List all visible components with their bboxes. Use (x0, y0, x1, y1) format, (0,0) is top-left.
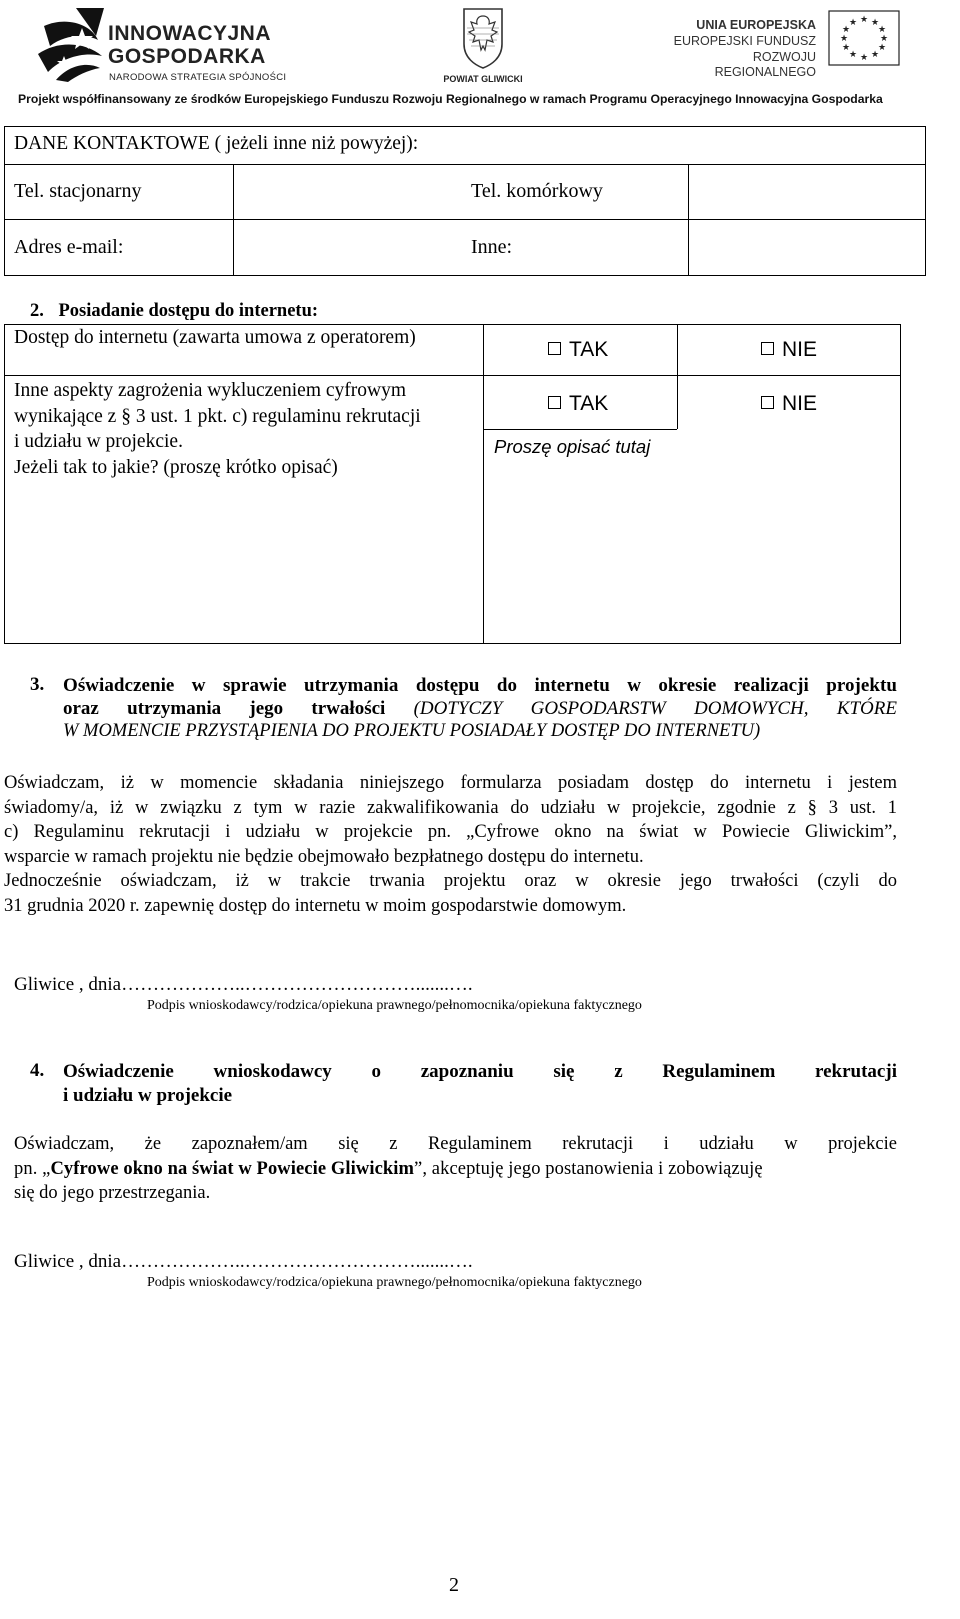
section-3-title (63, 674, 897, 743)
svg-text:★: ★ (879, 33, 889, 43)
section-4-project-name: Cyfrowe okno na świat w Powiecie Gliwickim (50, 1158, 415, 1179)
section-4-body-word: udziału (699, 1134, 754, 1154)
eu-title-line2: EUROPEJSKI FUNDUSZ (673, 34, 816, 48)
section-3-title-line-3: W MOMENCIE PRZYSTĄPIENIA DO PROJEKTU POSIADAŁY DOSTĘP DO INTERNETU) (63, 721, 761, 741)
section-4-title-word: Oświadczenie (63, 1061, 174, 1082)
other-label: Inne: (471, 236, 513, 258)
section-4-title-line-1 (63, 1060, 897, 1084)
eu-logo (650, 14, 920, 80)
logo-swirl-icon (36, 6, 114, 84)
logo-subtitle: NARODOWA STRATEGIA SPÓJNOŚCI (109, 72, 287, 83)
exclusion-line-3: i udziału w projekcie. (14, 431, 183, 452)
section-4-body-line-3: się do jego przestrzegania. (14, 1183, 211, 1203)
email-label: Adres e-mail: (14, 236, 124, 258)
internet-table-row-divider (4, 375, 901, 376)
svg-text:★: ★ (859, 14, 869, 24)
coat-of-arms-icon (461, 6, 505, 70)
mobile-label: Tel. komórkowy (471, 180, 603, 202)
section-4-body-word: zapoznałem/am (191, 1134, 308, 1154)
section-4-body (14, 1132, 897, 1206)
svg-text:★: ★ (839, 33, 849, 43)
contact-title: DANE KONTAKTOWE ( jeżeli inne niż powyżej): (14, 133, 419, 154)
project-funding-line: Projekt współfinansowany ze środków Europejskiego Funduszu Rozwoju Regionalnego w ramach Programu Operacyjnego Innowacyjna Gospodarka (18, 92, 883, 106)
section-4-body-word: Regulaminem (427, 1134, 532, 1154)
section-4-place-date[interactable]: Gliwice , dnia………………..……………………….......…. (14, 1251, 473, 1272)
section-4-title-word: Regulaminem (662, 1061, 776, 1082)
powiat-gliwicki-logo (438, 6, 528, 90)
exclusion-no-option[interactable] (761, 392, 817, 416)
section-4-body-word: i (663, 1134, 669, 1154)
svg-text:★: ★ (877, 42, 887, 52)
section-3-title-italic-2: (DOTYCZY GOSPODARSTW DOMOWYCH, KTÓRE (413, 698, 897, 719)
section-4-body-word: rekrutacji (562, 1134, 634, 1154)
contact-table-vline-2 (688, 164, 689, 276)
section-4-body-word: w (784, 1134, 798, 1154)
exclusion-line-1: Inne aspekty zagrożenia wykluczeniem cyfrowym (14, 380, 406, 401)
section-4-title-word: o (371, 1061, 382, 1082)
section-3-signature-caption: Podpis wnioskodawcy/rodzica/opiekuna prawnego/pełnomocnika/opiekuna faktycznego (147, 998, 642, 1013)
section-3-body (4, 771, 897, 918)
email-field[interactable] (236, 221, 466, 275)
svg-text:★: ★ (848, 17, 858, 27)
section-2-heading (30, 301, 318, 322)
other-field[interactable] (691, 221, 924, 275)
section-4-body-word: się (338, 1134, 359, 1154)
section-3-body-line-2: świadomy/a, iż w związku z tym w razie zakwalifikowania do udziału w projekcie, zgodnie z § 3 ust. 1 (4, 797, 897, 818)
svg-text:★: ★ (870, 17, 880, 27)
eu-title-line1: UNIA EUROPEJSKA (696, 18, 816, 32)
internet-table-vline-2 (677, 324, 678, 429)
section-3-body-line-1: Oświadczam, iż w momencie składania niniejszego formularza posiadam dostęp do internetu i jestem (4, 773, 897, 793)
page-header (0, 0, 960, 110)
section-4-body-line-1 (14, 1132, 897, 1157)
contact-table-vline-1 (233, 164, 234, 276)
section-2-title: Posiadanie dostępu do internetu: (58, 301, 319, 321)
section-4-title-word: się (553, 1061, 575, 1082)
svg-text:★: ★ (841, 24, 851, 34)
svg-text:★: ★ (870, 49, 880, 59)
internet-table-vline-1 (483, 324, 484, 644)
section-4-body-word: z (389, 1134, 398, 1154)
logo-title-line1: INNOWACYJNA (108, 22, 272, 45)
section-4-body-word: projekcie (828, 1134, 897, 1154)
internet-access-no-label: NIE (782, 338, 818, 361)
section-3-body-line-4: wsparcie w ramach projektu nie będzie obejmowało bezpłatnego dostępu do internetu. (4, 846, 644, 867)
logo-title-line2: GOSPODARKA (108, 45, 266, 68)
internet-access-yes-label: TAK (569, 338, 609, 361)
section-4-body-line-2 (14, 1157, 897, 1182)
svg-text:★: ★ (848, 49, 858, 59)
innowacyjna-gospodarka-logo (36, 6, 296, 84)
section-4-title-word: rekrutacji (815, 1061, 897, 1082)
section-4-title-word: wnioskodawcy (213, 1061, 332, 1082)
contact-table-divider-1 (4, 164, 926, 165)
mobile-field[interactable] (691, 166, 924, 218)
exclusion-line-2: wynikające z § 3 ust. 1 pkt. c) regulaminu rekrutacji (14, 405, 421, 427)
checkbox-empty-icon[interactable] (548, 342, 561, 355)
section-3-number: 3. (30, 674, 45, 695)
section-3-body-line-5: Jednocześnie oświadczam, iż w trakcie trwania projektu oraz w okresie jego trwałości (czyli do (4, 871, 897, 891)
contact-table-divider-2 (4, 219, 926, 220)
describe-field[interactable] (486, 432, 899, 642)
section-3-place-date[interactable]: Gliwice , dnia………………..……………………….......…. (14, 974, 473, 995)
section-4-signature-caption: Podpis wnioskodawcy/rodzica/opiekuna prawnego/pełnomocnika/opiekuna faktycznego (147, 1275, 642, 1290)
eu-flag-icon (828, 10, 900, 66)
eu-title-line3: ROZWOJU REGIONALNEGO (714, 50, 816, 79)
landline-field[interactable] (236, 166, 466, 218)
section-3-body-line-6: 31 grudnia 2020 r. zapewnię dostęp do internetu w moim gospodarstwie domowym. (4, 895, 627, 916)
landline-label: Tel. stacjonarny (14, 180, 142, 202)
exclusion-line-4: Jeżeli tak to jakie? (proszę krótko opisać) (14, 456, 338, 478)
coat-of-arms-caption: POWIAT GLIWICKI (443, 74, 523, 84)
internet-access-yes-option[interactable] (548, 338, 608, 362)
section-4-body-word: Oświadczam, (14, 1134, 115, 1154)
section-4-title (63, 1060, 897, 1108)
checkbox-empty-icon[interactable] (761, 396, 774, 409)
section-4-title-word: z (614, 1061, 623, 1082)
svg-text:★: ★ (877, 24, 887, 34)
section-3-title-line-2 (63, 697, 897, 720)
section-4-title-word: zapoznaniu (420, 1061, 514, 1082)
svg-text:★: ★ (859, 52, 869, 62)
page-number: 2 (449, 1574, 459, 1596)
svg-text:★: ★ (841, 42, 851, 52)
section-4-body-line-2-post: ”, akceptuję jego postanowienia i zobowiązuję (414, 1158, 763, 1179)
exclusion-no-label: NIE (782, 392, 818, 415)
internet-access-label: Dostęp do internetu (zawarta umowa z operatorem) (14, 327, 416, 348)
section-2-number: 2. (30, 301, 44, 321)
section-3-body-line-3: c) Regulaminu rekrutacji i udziału w projekcie pn. „Cyfrowe okno na świat w Powiecie Gliwickim”, (4, 822, 897, 842)
exclusion-yes-label: TAK (569, 392, 609, 415)
checkbox-empty-icon[interactable] (548, 396, 561, 409)
exclusion-yes-option[interactable] (548, 392, 608, 416)
internet-access-no-option[interactable] (761, 338, 817, 362)
internet-table-row-divider-2 (483, 429, 677, 430)
section-3-title-bold-2: oraz utrzymania jego trwałości (63, 698, 386, 719)
section-4-body-word: że (144, 1134, 162, 1154)
section-4-title-line-2: i udziału w projekcie (63, 1085, 233, 1106)
exclusion-aspects-label (14, 378, 421, 480)
checkbox-empty-icon[interactable] (761, 342, 774, 355)
section-4-body-line-2-pre: pn. „ (14, 1158, 51, 1179)
section-3-title-line-1: Oświadczenie w sprawie utrzymania dostępu do internetu w okresie realizacji projektu (63, 675, 897, 696)
section-4-number: 4. (30, 1060, 45, 1081)
describe-placeholder: Proszę opisać tutaj (494, 436, 651, 457)
